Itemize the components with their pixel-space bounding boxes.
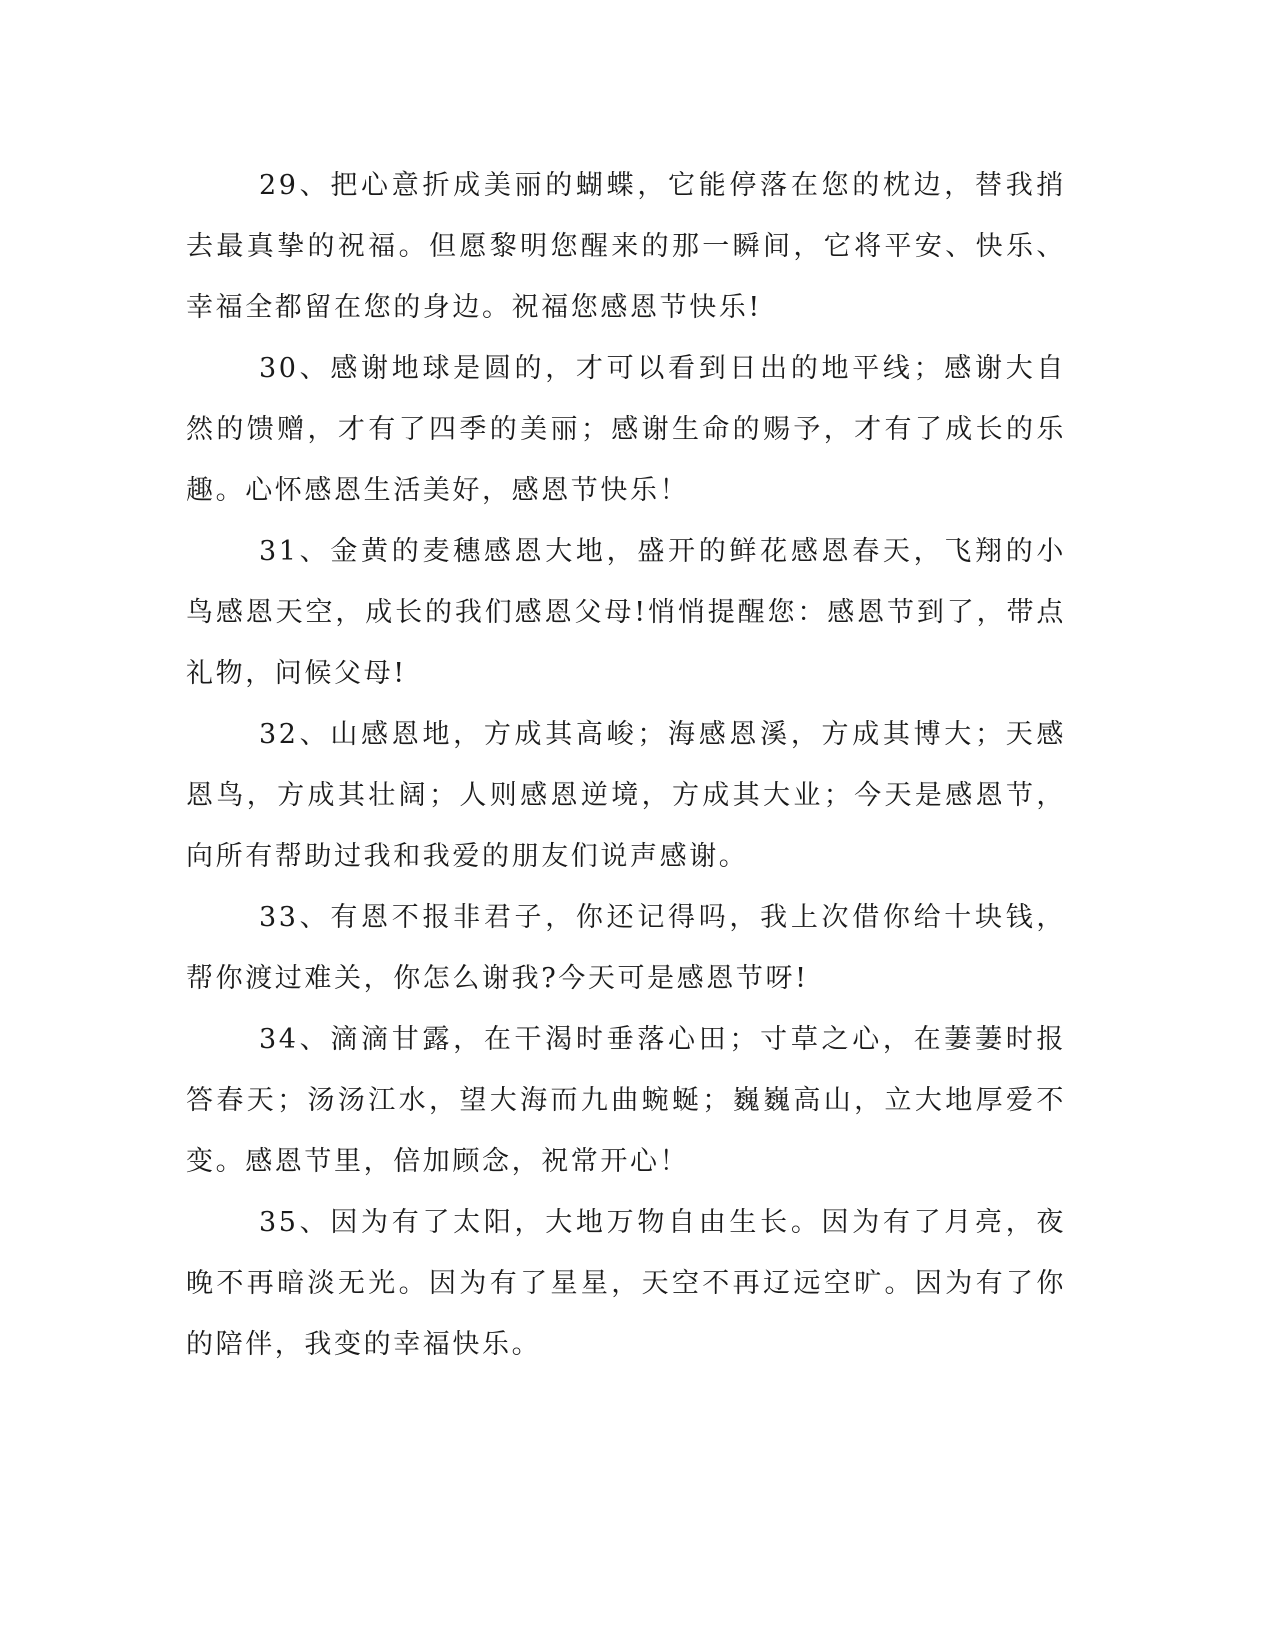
paragraph-33: 33、有恩不报非君子，你还记得吗，我上次借你给十块钱，帮你渡过难关，你怎么谢我?今天可是感恩节呀! <box>186 902 1066 994</box>
paragraph-35: 35、因为有了太阳，大地万物自由生长。因为有了月亮，夜晚不再暗淡无光。因为有了星星，天空不再辽远空旷。因为有了你的陪伴，我变的幸福快乐。 <box>186 1207 1066 1360</box>
paragraph-34: 34、滴滴甘露，在干渴时垂落心田；寸草之心，在萋萋时报答春天；汤汤江水，望大海而九曲蜿蜒；巍巍高山，立大地厚爱不变。感恩节里，倍加顾念，祝常开心！ <box>186 1024 1066 1177</box>
text-body <box>186 155 1066 1375</box>
paragraph-29: 29、把心意折成美丽的蝴蝶，它能停落在您的枕边，替我捎去最真挚的祝福。但愿黎明您醒来的那一瞬间，它将平安、快乐、幸福全都留在您的身边。祝福您感恩节快乐! <box>186 170 1066 323</box>
paragraph-30: 30、感谢地球是圆的，才可以看到日出的地平线；感谢大自然的馈赠，才有了四季的美丽；感谢生命的赐予，才有了成长的乐趣。心怀感恩生活美好，感恩节快乐！ <box>186 353 1066 506</box>
paragraph-32: 32、山感恩地，方成其高峻；海感恩溪，方成其博大；天感恩鸟，方成其壮阔；人则感恩逆境，方成其大业；今天是感恩节，向所有帮助过我和我爱的朋友们说声感谢。 <box>186 719 1066 872</box>
paragraph-31: 31、金黄的麦穗感恩大地，盛开的鲜花感恩春天，飞翔的小鸟感恩天空，成长的我们感恩父母!悄悄提醒您：感恩节到了，带点礼物，问候父母! <box>186 536 1066 689</box>
